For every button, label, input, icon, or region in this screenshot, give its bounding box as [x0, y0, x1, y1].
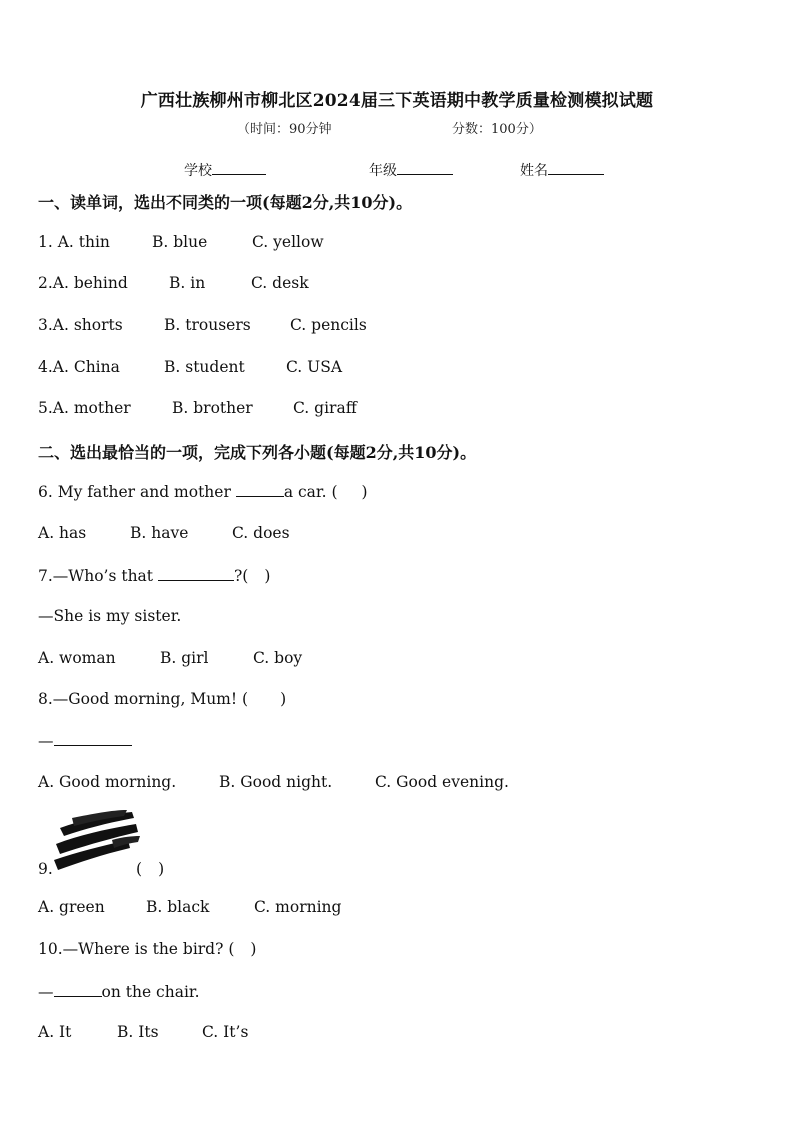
q5-option-a: 5.A. mother: [38, 399, 131, 417]
q5-option-b: B. brother: [172, 399, 253, 417]
q2-option-a: 2.A. behind: [38, 274, 128, 292]
q6-stem-start: 6. My father and mother: [38, 483, 231, 501]
q9-scribble-image: [52, 810, 142, 872]
q7-stem-end: ?(: [233, 567, 249, 585]
q10-option-c: C. It’s: [202, 1023, 249, 1041]
q1-option-b: B. blue: [152, 233, 208, 251]
grade-label: 年级: [369, 163, 397, 179]
q9-option-a: A. green: [38, 898, 105, 916]
q9-paren: [136, 860, 164, 878]
q8-paren-close: ): [280, 690, 287, 708]
q3-option-a: 3.A. shorts: [38, 316, 123, 334]
q6-stem-end: a car. (: [283, 483, 338, 501]
q8-reply: [38, 731, 132, 750]
grade-blank[interactable]: [397, 160, 453, 175]
q9-option-b: B. black: [146, 898, 210, 916]
q10-option-b: B. Its: [117, 1023, 159, 1041]
name-blank[interactable]: [548, 160, 604, 175]
q6-stem: [38, 482, 368, 501]
q6-blank[interactable]: [236, 482, 284, 497]
q7-blank[interactable]: [158, 566, 234, 581]
q6-paren-close: ): [361, 483, 368, 501]
q7-paren-close: ): [264, 567, 271, 585]
section2-heading: 二、选出最恰当的一项，完成下列各小题(每题2分,共10分)。: [38, 443, 477, 462]
q10-stem: [38, 940, 256, 958]
q8-option-c: C. Good evening.: [375, 773, 509, 791]
q7-reply: —She is my sister.: [38, 607, 182, 625]
q6-option-c: C. does: [232, 524, 290, 542]
q6-option-b: B. have: [130, 524, 189, 542]
q2-option-c: C. desk: [251, 274, 309, 292]
name-field: [520, 160, 604, 180]
q7-option-c: C. boy: [253, 649, 303, 667]
school-label: 学校: [184, 163, 212, 179]
q5-option-c: C. giraff: [293, 399, 357, 417]
q9-option-c: C. morning: [254, 898, 342, 916]
q10-reply-end: on the chair.: [101, 983, 200, 1001]
q4-option-a: 4.A. China: [38, 358, 120, 376]
q8-reply-dash: —: [38, 732, 54, 750]
exam-score: 分数：100分）: [452, 122, 542, 137]
school-blank[interactable]: [212, 160, 266, 175]
q9-paren-close: ): [158, 860, 165, 878]
q8-stem: [38, 690, 286, 708]
school-field: [184, 160, 266, 180]
q10-stem-text: 10.—Where is the bird? (: [38, 940, 235, 958]
q8-option-a: A. Good morning.: [38, 773, 177, 791]
q3-option-c: C. pencils: [290, 316, 367, 334]
q6-option-a: A. has: [38, 524, 87, 542]
q7-stem-start: 7.—Who’s that: [38, 567, 154, 585]
section1-heading: 一、读单词，选出不同类的一项(每题2分,共10分)。: [38, 193, 413, 212]
q9-number: 9.: [38, 860, 53, 878]
q9-paren-open: (: [136, 860, 143, 878]
q2-option-b: B. in: [169, 274, 206, 292]
q7-stem: [38, 566, 270, 585]
q8-blank[interactable]: [54, 731, 132, 746]
q10-blank[interactable]: [54, 982, 102, 997]
q1-option-c: C. yellow: [252, 233, 324, 251]
grade-field: [369, 160, 453, 180]
q8-option-b: B. Good night.: [219, 773, 333, 791]
q7-option-a: A. woman: [38, 649, 116, 667]
name-label: 姓名: [520, 163, 548, 179]
q10-paren-close: ): [250, 940, 257, 958]
exam-time: （时间：90分钟: [237, 122, 332, 137]
q8-stem-text: 8.—Good morning, Mum! (: [38, 690, 249, 708]
q4-option-c: C. USA: [286, 358, 343, 376]
q10-reply-dash: —: [38, 983, 54, 1001]
q10-option-a: A. It: [38, 1023, 72, 1041]
page-title: 广西壮族柳州市柳北区2024届三下英语期中教学质量检测模拟试题: [140, 91, 654, 111]
q4-option-b: B. student: [164, 358, 245, 376]
q1-option-a: 1. A. thin: [38, 233, 110, 251]
q10-reply: [38, 982, 200, 1001]
q7-option-b: B. girl: [160, 649, 209, 667]
q3-option-b: B. trousers: [164, 316, 251, 334]
